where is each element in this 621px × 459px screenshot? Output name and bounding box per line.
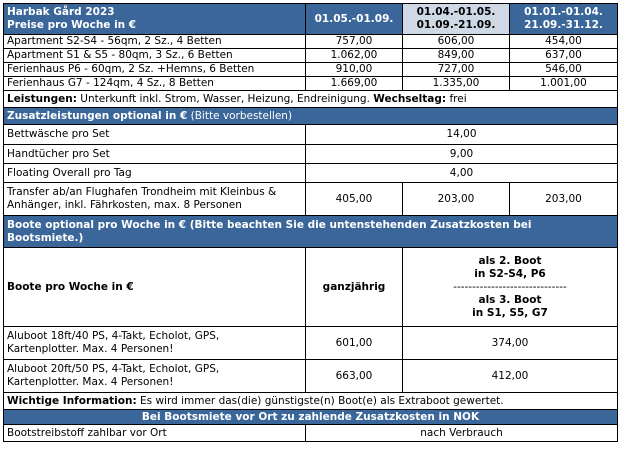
zusatz-band-row [4, 108, 618, 125]
price-cell: 606,00 [403, 35, 510, 49]
zusatz-item-name: Handtücher pro Set [4, 145, 306, 164]
zusatz-item-name: Floating Overall pro Tag [4, 164, 306, 183]
boat-price-extra: 374,00 [403, 327, 618, 360]
price-cell: 757,00 [306, 35, 403, 49]
boat-row [4, 327, 618, 360]
boote-head-year: ganzjährig [306, 248, 403, 327]
price-cell: 849,00 [403, 49, 510, 63]
boat-name-line2: Kartenplotter. Max. 4 Personen! [7, 343, 174, 355]
leistungen-cell [4, 91, 618, 108]
info-row [4, 393, 618, 410]
header-title: Harbak Gård 2023 [7, 6, 115, 18]
vorort-band-row [4, 410, 618, 425]
apartment-name: Apartment S1 & S5 - 80qm, 3 Sz., 6 Betten [4, 49, 306, 63]
boat-name-line2: Kartenplotter. Max. 4 Personen! [7, 376, 174, 388]
boat-price-year: 601,00 [306, 327, 403, 360]
zusatz-item-price: 14,00 [306, 125, 618, 145]
table-row [4, 63, 618, 77]
boat-price-year: 663,00 [306, 360, 403, 393]
boote-band-line1: Boote optional pro Woche in € (Bitte beachten Sie die untenstehenden Zusatzkosten bei [7, 218, 532, 231]
boat-name [4, 327, 306, 360]
price-cell: 637,00 [510, 49, 618, 63]
apartment-name: Ferienhaus G7 - 124qm, 4 Sz., 8 Betten [4, 77, 306, 91]
boote-header-row [4, 248, 618, 327]
price-cell: 1.062,00 [306, 49, 403, 63]
transfer-line1: Transfer ab/an Flughafen Trondheim mit Kleinbus & [7, 186, 277, 198]
price-cell: 910,00 [306, 63, 403, 77]
leistungen-row [4, 91, 618, 108]
zusatz-item-price: 9,00 [306, 145, 618, 164]
header-title-cell [4, 4, 306, 35]
wechseltag-label: Wechseltag: [373, 92, 447, 105]
boote-head-extra-line4: in S1, S5, G7 [472, 306, 548, 319]
transfer-name [4, 183, 306, 216]
price-cell: 546,00 [510, 63, 618, 77]
zusatz-band [4, 108, 618, 125]
boote-band-row [4, 216, 618, 248]
boote-head-extra-line3: als 3. Boot [478, 293, 542, 306]
price-cell: 1.669,00 [306, 77, 403, 91]
boote-head-separator: ------------------------------ [453, 280, 567, 293]
table-row [4, 164, 618, 183]
price-table-container [3, 3, 617, 442]
boote-band-line2: Bootsmiete.) [7, 231, 84, 244]
boote-band [4, 216, 618, 248]
transfer-line2: Anhänger, inkl. Fährkosten, max. 8 Personen [7, 199, 242, 211]
table-row [4, 77, 618, 91]
price-cell: 1.335,00 [403, 77, 510, 91]
vorort-band: Bei Bootsmiete vor Ort zu zahlende Zusatzkosten in NOK [4, 410, 618, 425]
boote-head-extra-line1: als 2. Boot [478, 254, 542, 267]
apartment-name: Apartment S2-S4 - 56qm, 2 Sz., 4 Betten [4, 35, 306, 49]
info-cell [4, 393, 618, 410]
boat-row [4, 360, 618, 393]
zusatz-band-title: Zusatzleistungen optional in € [7, 109, 188, 122]
header-season-high: 01.05.-01.09. [306, 4, 403, 35]
vorort-item: Bootstreibstoff zahlbar vor Ort [4, 425, 306, 442]
price-table [3, 3, 618, 442]
boat-name [4, 360, 306, 393]
table-row [4, 145, 618, 164]
table-row [4, 35, 618, 49]
header-season-mid-line2: 01.09.-21.09. [416, 19, 496, 31]
table-row [4, 49, 618, 63]
zusatz-band-note: (Bitte vorbestellen) [187, 109, 293, 122]
vorort-row [4, 425, 618, 442]
header-season-low-line2: 21.09.-31.12. [524, 19, 603, 31]
header-season-mid [403, 4, 510, 35]
zusatz-item-name: Bettwäsche pro Set [4, 125, 306, 145]
boote-head-extra [403, 248, 618, 327]
header-season-mid-line1: 01.04.-01.05. [416, 6, 496, 18]
transfer-price-high: 405,00 [306, 183, 403, 216]
info-text: Es wird immer das(die) günstigste(n) Boot(e) als Extraboot gewertet. [136, 394, 504, 407]
table-row [4, 125, 618, 145]
price-cell: 454,00 [510, 35, 618, 49]
header-subtitle: Preise pro Woche in € [7, 19, 137, 31]
boat-name-line1: Aluboot 20ft/50 PS, 4-Takt, Echolot, GPS, [7, 363, 220, 375]
vorort-value: nach Verbrauch [306, 425, 618, 442]
boote-head-extra-line2: in S2-S4, P6 [474, 267, 546, 280]
wechseltag-value: frei [446, 92, 467, 105]
leistungen-text: Unterkunft inkl. Strom, Wasser, Heizung, Endreinigung. [76, 92, 374, 105]
transfer-row [4, 183, 618, 216]
header-season-low [510, 4, 618, 35]
leistungen-label: Leistungen: [7, 92, 77, 105]
info-label: Wichtige Information: [7, 394, 137, 407]
boat-name-line1: Aluboot 18ft/40 PS, 4-Takt, Echolot, GPS, [7, 330, 220, 342]
boat-price-extra: 412,00 [403, 360, 618, 393]
price-cell: 1.001,00 [510, 77, 618, 91]
price-cell: 727,00 [403, 63, 510, 77]
header-season-low-line1: 01.01.-01.04. [524, 6, 603, 18]
header-row [4, 4, 618, 35]
boote-head-label: Boote pro Woche in € [4, 248, 306, 327]
apartment-name: Ferienhaus P6 - 60qm, 2 Sz. +Hemns, 6 Betten [4, 63, 306, 77]
transfer-price-mid: 203,00 [403, 183, 510, 216]
zusatz-item-price: 4,00 [306, 164, 618, 183]
transfer-price-low: 203,00 [510, 183, 618, 216]
